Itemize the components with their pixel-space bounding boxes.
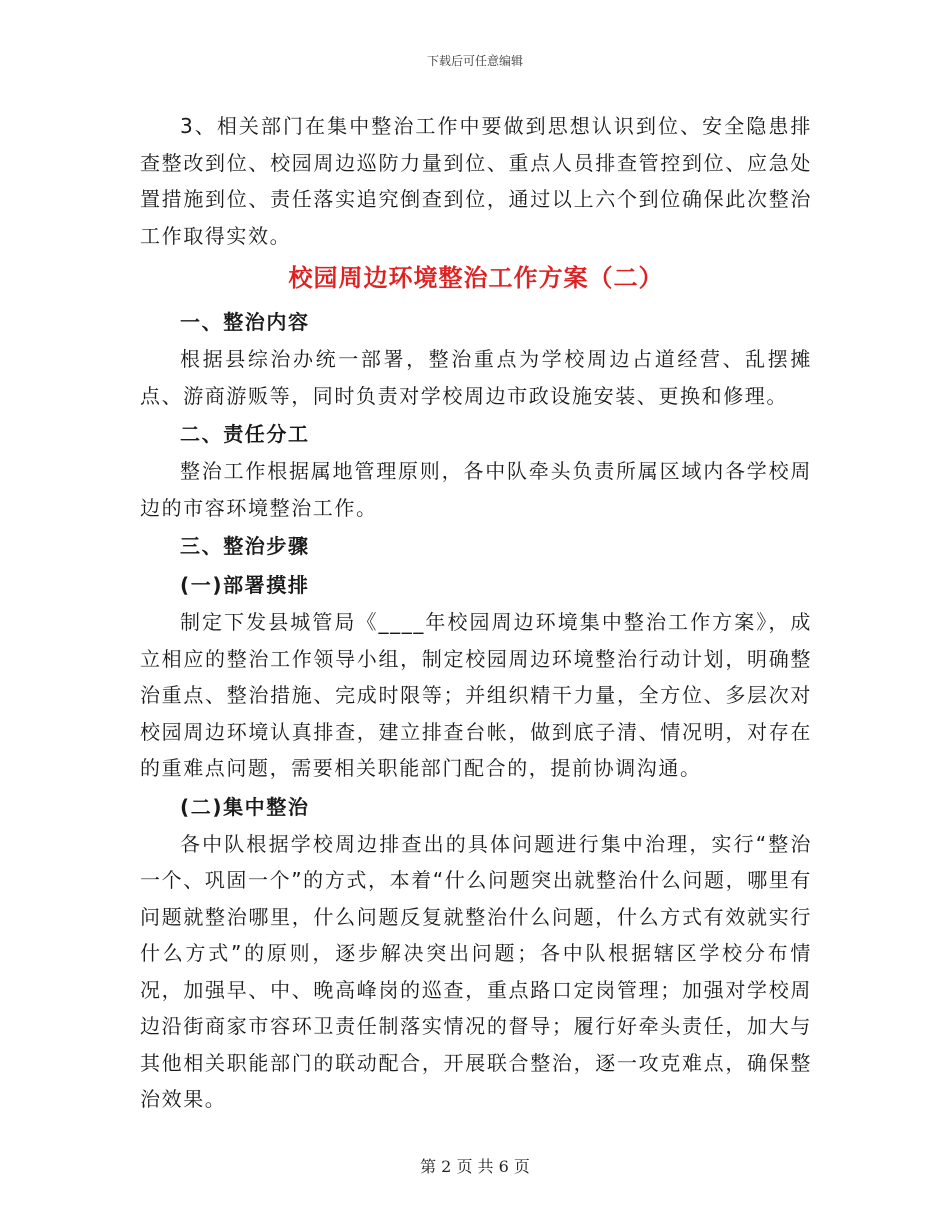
subheading-survey: (一)部署摸排 bbox=[180, 573, 310, 597]
heading-responsibility: 二、责任分工 bbox=[180, 422, 310, 446]
paragraph-content: 根据县综治办统一部署，整治重点为学校周边占道经营、乱摆摊点、游商游贩等，同时负责对学校周边市政设施安装、更换和修理。 bbox=[140, 347, 812, 408]
paragraph-rectification: 各中队根据学校周边排查出的具体问题进行集中治理，实行“整治一个、巩固一个”的方式，本着“什么问题突出就整治什么问题，哪里有问题就整治哪里，什么问题反复就整治什么问题，什么方式有效就实行什么方式”的原则，逐步解决突出问题；各中队根据辖区学校分布情况，加强早、中、晚高峰岗的巡查，重点路口定岗管理；加强对学校周边沿街商家市容环卫责任制落实情况的督导；履行好牵头责任，加大与其他相关职能部门的联动配合，开展联合整治，逐一攻克难点，确保整治效果。 bbox=[140, 831, 812, 1111]
document-body bbox=[140, 108, 812, 1118]
page-footer: 第 2 页 共 6 页 bbox=[420, 1157, 530, 1176]
subheading-rectification: (二)集中整治 bbox=[180, 794, 310, 819]
section-title: 校园周边环境整治工作方案（二） bbox=[288, 264, 664, 292]
paragraph-item-3: 3、相关部门在集中整治工作中要做到思想认识到位、安全隐患排查整改到位、校园周边巡防力量到位、重点人员排查管控到位、应急处置措施到位、责任落实追究倒查到位，通过以上六个到位确保此次整治工作取得实效。 bbox=[140, 114, 812, 248]
page-header: 下载后可任意编辑 bbox=[426, 54, 523, 68]
paragraph-responsibility: 整治工作根据属地管理原则，各中队牵头负责所属区域内各学校周边的市容环境整治工作。 bbox=[140, 459, 812, 520]
paragraph-survey: 制定下发县城管局《____年校园周边环境集中整治工作方案》，成立相应的整治工作领导小组，制定校园周边环境整治行动计划，明确整治重点、整治措施、完成时限等；并组织精干力量，全方位、多层次对校园周边环境认真排查，建立排查台帐，做到底子清、情况明，对存在的重难点问题，需要相关职能部门配合的，提前协调沟通。 bbox=[140, 610, 812, 780]
heading-steps: 三、整治步骤 bbox=[180, 534, 310, 558]
heading-content: 一、整治内容 bbox=[180, 310, 310, 334]
